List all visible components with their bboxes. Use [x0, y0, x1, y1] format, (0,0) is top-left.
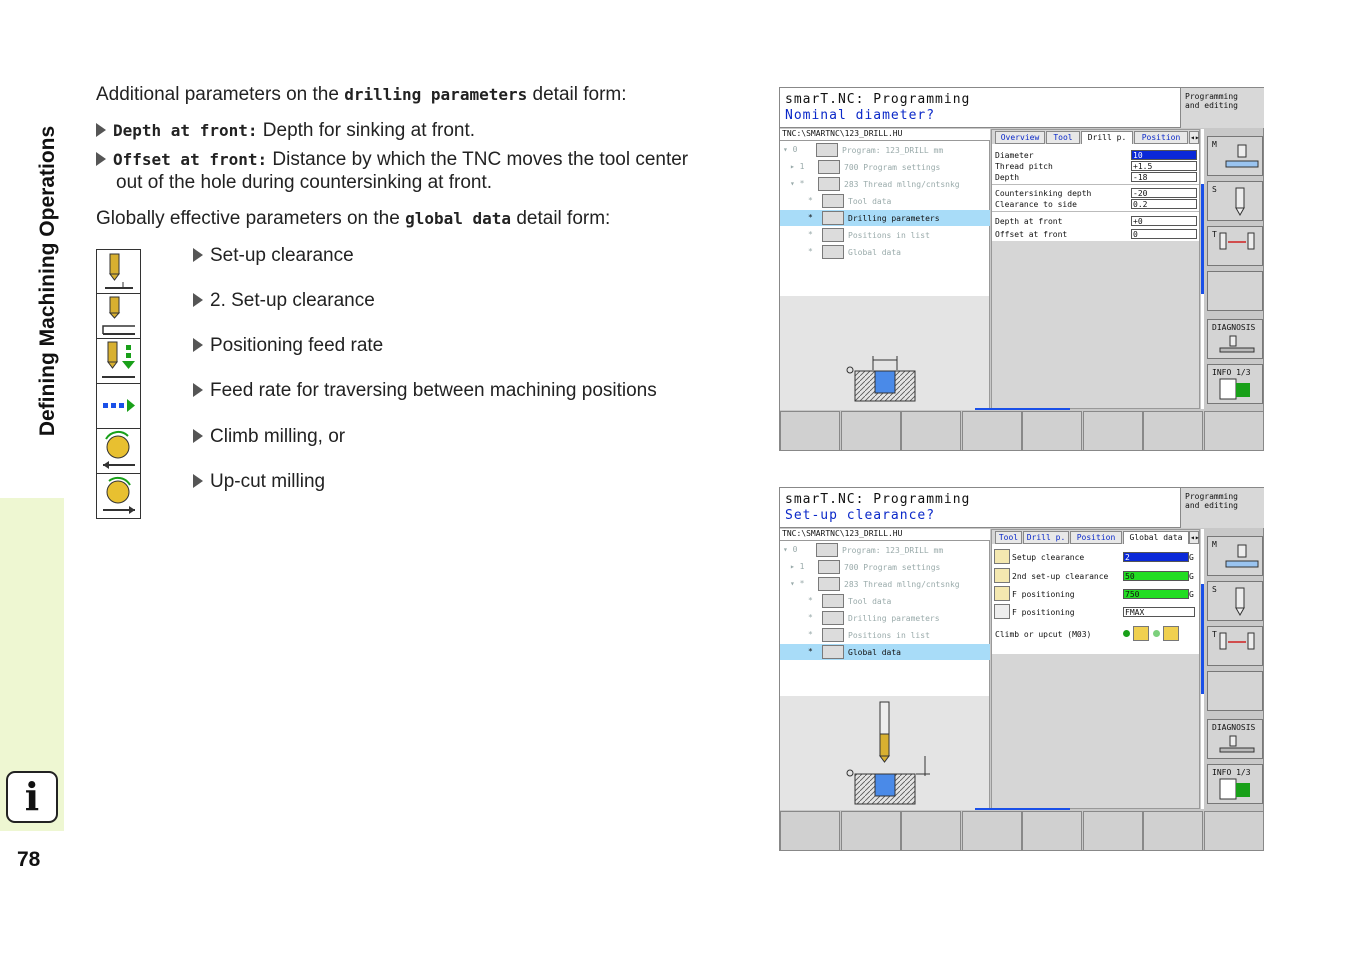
tab-global-data[interactable]: Global data: [1123, 531, 1189, 544]
tree-item-global-data[interactable]: * Global data: [780, 644, 990, 660]
softkey-bottom-6[interactable]: [1083, 811, 1143, 851]
bullet-offset-at-front: Offset at front: Distance by which the TNC moves the tool center: [96, 148, 688, 171]
field-offset-at-front: Offset at front 0: [992, 229, 1199, 240]
tree-item-drilling-parameters[interactable]: * Drilling parameters: [808, 613, 940, 623]
tree-item-program-settings[interactable]: ▸ 1 700 Program settings: [790, 562, 941, 572]
mode-label: Programming and editing: [1180, 88, 1264, 128]
tree-item-program[interactable]: ▾ 0 Program: 123_DRILL mm: [783, 545, 944, 555]
upcut-milling-icon: [1163, 626, 1179, 641]
bullet-offset-continuation: out of the hole during countersinking at front.: [116, 172, 493, 193]
item-climb-milling: Climb milling, or: [193, 425, 345, 448]
depth-input[interactable]: -18: [1131, 172, 1197, 182]
field-f-positioning: F positioning 750 G: [992, 586, 1199, 602]
item-setup-clearance: Set-up clearance: [193, 244, 354, 267]
bullet-arrow-icon: [96, 123, 106, 137]
softkey-m[interactable]: M: [1207, 136, 1263, 176]
tree-item-positions[interactable]: * Positions in list: [808, 630, 930, 640]
screenshot-global-data: [779, 487, 1264, 851]
softkey-empty[interactable]: [1207, 271, 1263, 311]
positioning-feed-icon: [96, 339, 141, 384]
page-number: 78: [17, 848, 41, 871]
mode-label: Programming and editing: [1180, 488, 1264, 528]
file-path: TNC:\SMARTNC\123_DRILL.HU: [780, 529, 990, 541]
tree-item-positions[interactable]: * Positions in list: [808, 230, 930, 240]
softkey-bottom-3[interactable]: [901, 411, 961, 451]
softkey-bottom-4[interactable]: [962, 411, 1022, 451]
bullet-arrow-icon: [193, 474, 203, 488]
field-depth-at-front: Depth at front +0: [992, 216, 1199, 227]
field-thread-pitch: Thread pitch +1.5: [992, 161, 1199, 172]
bullet-arrow-icon: [193, 293, 203, 307]
traverse-feed-icon: [96, 384, 141, 429]
softkey-bottom-2[interactable]: [841, 411, 901, 451]
softkey-info[interactable]: INFO 1/3: [1207, 764, 1263, 804]
softkey-bottom-7[interactable]: [1143, 411, 1203, 451]
file-path: TNC:\SMARTNC\123_DRILL.HU: [780, 129, 990, 141]
tree-item-thread-cycle[interactable]: ▾ * 283 Thread mllng/cntsnkg: [790, 579, 960, 589]
softkey-bottom-5[interactable]: [1022, 811, 1082, 851]
help-graphic: [780, 296, 990, 410]
softkey-bottom-2[interactable]: [841, 811, 901, 851]
tree-item-tool-data[interactable]: * Tool data: [808, 196, 892, 206]
tree-item-program[interactable]: ▾ 0 Program: 123_DRILL mm: [783, 145, 944, 155]
form-panel: [992, 544, 1199, 654]
second-setup-clearance-icon: [96, 294, 141, 339]
tab-drill-parameters[interactable]: Drill p.: [1023, 531, 1069, 544]
setup-clearance-icon: [994, 549, 1010, 564]
softkey-empty[interactable]: [1207, 671, 1263, 711]
depth-at-front-input[interactable]: +0: [1131, 216, 1197, 226]
bullet-depth-at-front: Depth at front: Depth for sinking at front.: [96, 119, 475, 142]
f-traverse-input[interactable]: FMAX: [1123, 607, 1195, 617]
second-setup-clearance-icon: [994, 568, 1010, 583]
tab-tool[interactable]: Tool: [995, 531, 1022, 544]
setup-clearance-icon: [96, 249, 141, 294]
softkey-bottom-1[interactable]: [780, 811, 840, 851]
field-clearance-to-side: Clearance to side 0.2: [992, 199, 1199, 210]
positioning-feed-icon: [994, 586, 1010, 601]
diameter-input[interactable]: 10: [1131, 150, 1197, 160]
field-diameter: Diameter 10: [992, 150, 1199, 161]
help-graphic: [780, 696, 990, 810]
form-panel: [992, 144, 1199, 241]
softkey-diagnosis[interactable]: DIAGNOSIS: [1207, 719, 1263, 759]
field-second-setup-clearance: 2nd set-up clearance 50 G: [992, 568, 1199, 584]
vertical-softkeys: [1205, 129, 1265, 409]
form-scrollbar[interactable]: [1201, 529, 1204, 809]
climb-milling-icon: [1133, 626, 1149, 641]
tab-position[interactable]: Position: [1134, 131, 1188, 144]
form-tabs: [992, 530, 1201, 544]
softkey-info[interactable]: INFO 1/3: [1207, 364, 1263, 404]
program-tree: [780, 541, 990, 696]
bullet-arrow-icon: [96, 152, 106, 166]
softkey-bottom-6[interactable]: [1083, 411, 1143, 451]
intro-drilling-parameters: Additional parameters on the drilling parameters detail form:: [96, 84, 627, 105]
climb-milling-icon: [96, 429, 141, 474]
second-setup-clearance-input[interactable]: 50: [1123, 571, 1189, 581]
program-tree: [780, 141, 990, 296]
field-depth: Depth -18: [992, 172, 1199, 183]
tree-item-global-data[interactable]: * Global data: [808, 247, 901, 257]
tree-item-tool-data[interactable]: * Tool data: [808, 596, 892, 606]
softkey-bottom-3[interactable]: [901, 811, 961, 851]
softkey-t[interactable]: T: [1207, 626, 1263, 666]
tab-drill-parameters[interactable]: Drill p.: [1081, 131, 1133, 144]
tab-scroll-arrows-icon[interactable]: ◂▸: [1190, 133, 1200, 142]
climb-radio[interactable]: [1123, 630, 1130, 637]
item-positioning-feed: Positioning feed rate: [193, 334, 383, 357]
softkey-bottom-5[interactable]: [1022, 411, 1082, 451]
bullet-arrow-icon: [193, 429, 203, 443]
setup-clearance-input[interactable]: 2: [1123, 552, 1189, 562]
screen-header: smarT.NC: Programming Nominal diameter?: [780, 88, 1180, 128]
softkey-m[interactable]: M: [1207, 536, 1263, 576]
item-second-setup-clearance: 2. Set-up clearance: [193, 289, 375, 312]
detail-form: [991, 129, 1200, 409]
softkey-bottom-1[interactable]: [780, 411, 840, 451]
bullet-arrow-icon: [193, 383, 203, 397]
chapter-title: Defining Machining Operations: [36, 125, 59, 437]
field-countersinking-depth: Countersinking depth -20: [992, 188, 1199, 199]
form-tabs: [992, 130, 1201, 144]
softkey-diagnosis[interactable]: DIAGNOSIS: [1207, 319, 1263, 359]
horizontal-softkeys: [780, 811, 1265, 851]
vertical-softkeys: [1205, 529, 1265, 809]
upcut-milling-icon: [96, 474, 141, 519]
softkey-s[interactable]: S: [1207, 581, 1263, 621]
info-icon: i: [6, 771, 58, 823]
upcut-radio[interactable]: [1153, 630, 1160, 637]
softkey-s[interactable]: S: [1207, 181, 1263, 221]
screen-header: smarT.NC: Programming Set-up clearance?: [780, 488, 1180, 528]
form-scrollbar[interactable]: [1201, 129, 1204, 409]
f-positioning-input[interactable]: 750: [1123, 589, 1189, 599]
parameter-icon-column: [96, 249, 141, 519]
traverse-feed-icon: [994, 604, 1010, 619]
tab-tool[interactable]: Tool: [1046, 131, 1080, 144]
screenshot-drilling-parameters: [779, 87, 1264, 451]
field-climb-or-upcut: Climb or upcut (M03): [992, 626, 1199, 642]
field-setup-clearance: Setup clearance 2 G: [992, 549, 1199, 565]
detail-form: [991, 529, 1200, 809]
intro-global-data: Globally effective parameters on the global data detail form:: [96, 208, 611, 229]
field-f-traverse: F positioning FMAX: [992, 604, 1199, 620]
tab-position[interactable]: Position: [1070, 531, 1122, 544]
horizontal-softkeys: [780, 411, 1265, 451]
tree-item-program-settings[interactable]: ▸ 1 700 Program settings: [790, 162, 941, 172]
offset-at-front-input[interactable]: 0: [1131, 229, 1197, 239]
clearance-to-side-input[interactable]: 0.2: [1131, 199, 1197, 209]
countersinking-depth-input[interactable]: -20: [1131, 188, 1197, 198]
item-traverse-feed: Feed rate for traversing between machining positions: [193, 379, 657, 402]
softkey-bottom-7[interactable]: [1143, 811, 1203, 851]
thread-pitch-input[interactable]: +1.5: [1131, 161, 1197, 171]
tab-scroll-arrows-icon[interactable]: ◂▸: [1190, 533, 1200, 542]
item-upcut-milling: Up-cut milling: [193, 470, 325, 493]
softkey-t[interactable]: T: [1207, 226, 1263, 266]
softkey-bottom-8[interactable]: [1204, 411, 1264, 451]
bullet-arrow-icon: [193, 248, 203, 262]
tree-item-thread-cycle[interactable]: ▾ * 283 Thread mllng/cntsnkg: [790, 179, 960, 189]
tree-item-drilling-parameters[interactable]: * Drilling parameters: [780, 210, 990, 226]
bullet-arrow-icon: [193, 338, 203, 352]
softkey-bottom-4[interactable]: [962, 811, 1022, 851]
tab-overview[interactable]: Overview: [995, 131, 1045, 144]
softkey-bottom-8[interactable]: [1204, 811, 1264, 851]
